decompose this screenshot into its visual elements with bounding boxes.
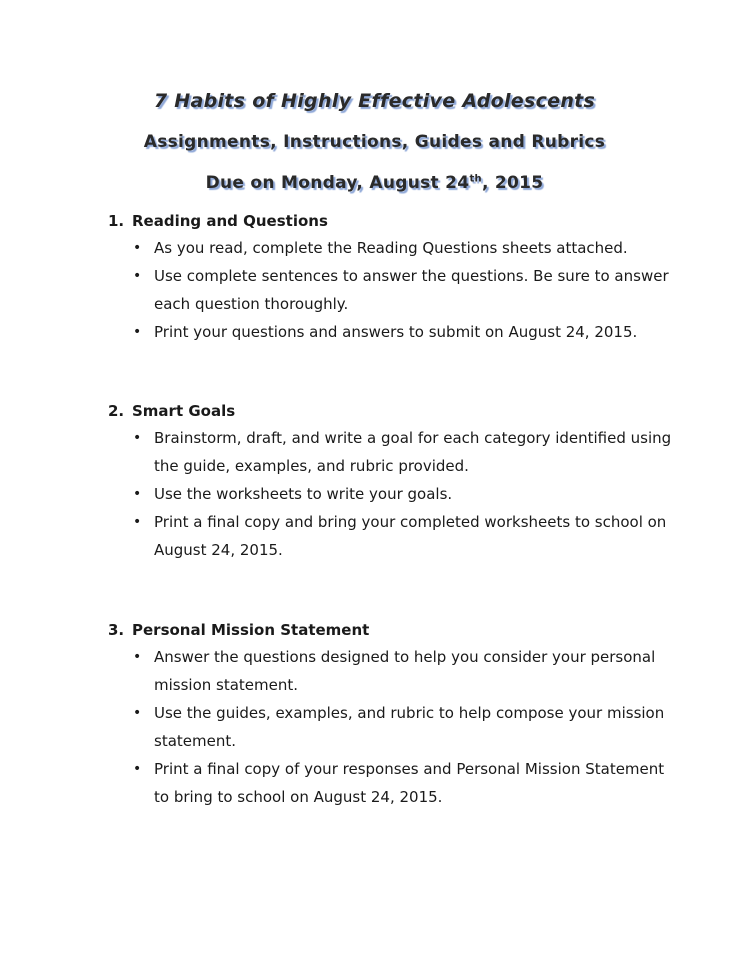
section-reading-and-questions [108,208,708,346]
document-subtitle: Assignments, Instructions, Guides and Rubrics [143,132,606,152]
bullet-list [108,643,708,811]
bullet-icon: • [133,486,142,502]
due-date-ordinal: th [469,173,482,185]
list-item-text: Print a final copy of your responses and Personal Mission Statement to bring to school on August 24, 2015. [154,760,665,806]
list-item [108,262,674,318]
due-date-line [0,173,749,193]
bullet-icon: • [133,514,142,530]
list-item [108,755,674,811]
due-date-prefix: Due on Monday, August 24 [205,173,470,193]
section-number: 2. [108,402,125,420]
list-item-text: Answer the questions designed to help you consider your personal mission statement. [154,648,656,694]
list-item [108,318,674,346]
bullet-icon: • [133,240,142,256]
bullet-icon: • [133,705,142,721]
document-title: 7 Habits of Highly Effective Adolescents [153,90,596,112]
list-item-text: Brainstorm, draft, and write a goal for each category identified using the guide, examples, and rubric provided. [154,429,672,475]
due-date-suffix: , 2015 [481,173,544,193]
list-item-text: Print a final copy and bring your completed worksheets to school on August 24, 2015. [154,513,667,559]
section-number: 1. [108,212,125,230]
list-item-text: Print your questions and answers to submit on August 24, 2015. [154,323,638,341]
section-title: Reading and Questions [132,212,328,230]
bullet-icon: • [133,268,142,284]
section-smart-goals [108,398,708,564]
list-item [108,234,674,262]
bullet-icon: • [133,761,142,777]
bullet-icon: • [133,324,142,340]
section-heading [108,208,708,234]
list-item [108,424,674,480]
list-item-text: As you read, complete the Reading Questions sheets attached. [154,239,628,257]
section-personal-mission-statement [108,617,708,811]
bullet-list [108,424,708,564]
section-title: Personal Mission Statement [132,621,370,639]
list-item-text: Use the guides, examples, and rubric to help compose your mission statement. [154,704,665,750]
section-heading [108,617,708,643]
list-item-text: Use the worksheets to write your goals. [154,485,453,503]
section-title: Smart Goals [132,402,236,420]
section-number: 3. [108,621,125,639]
list-item [108,643,674,699]
bullet-icon: • [133,649,142,665]
list-item [108,480,674,508]
list-item [108,699,674,755]
bullet-icon: • [133,430,142,446]
list-item [108,508,674,564]
section-heading [108,398,708,424]
bullet-list [108,234,708,346]
list-item-text: Use complete sentences to answer the questions. Be sure to answer each question thoroughly. [154,267,669,313]
